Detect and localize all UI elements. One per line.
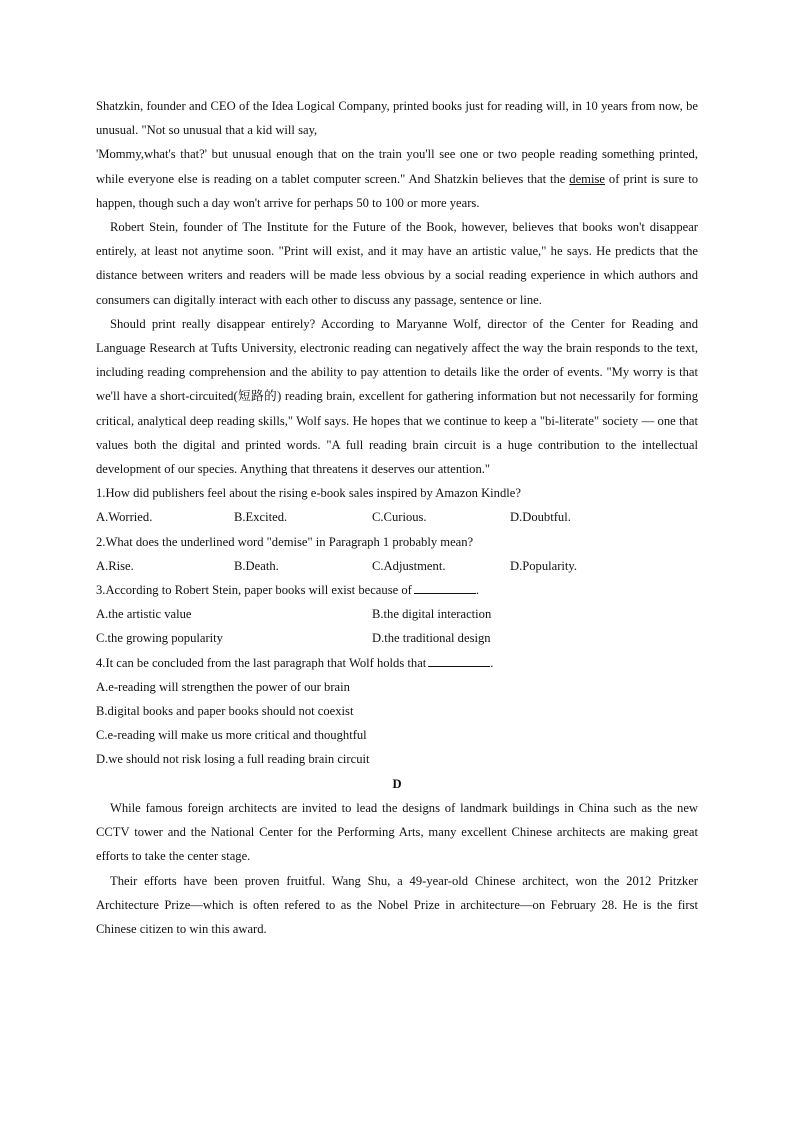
question-2-stem: 2.What does the underlined word "demise" in Paragraph 1 probably mean? <box>96 534 474 549</box>
option-c: C.the growing popularity <box>96 631 223 646</box>
question-4: 4.It can be concluded from the last paragraph that Wolf holds that . <box>96 655 494 670</box>
option-d: D.Popularity. <box>510 558 578 573</box>
option-b: B.the digital interaction <box>372 607 492 622</box>
option-d: D.Doubtful. <box>510 510 571 525</box>
answer-blank <box>414 581 476 594</box>
question-4-stem: 4.It can be concluded from the last paragraph that Wolf holds that <box>96 655 427 670</box>
option-b: B.Death. <box>234 558 279 573</box>
question-3-options-row-2 <box>96 626 698 650</box>
question-3: 3.According to Robert Stein, paper books will exist because of . <box>96 583 479 598</box>
document-page <box>96 94 698 941</box>
option-a: A.e-reading will strengthen the power of our brain <box>96 679 350 694</box>
section-d-paragraph-2: Their efforts have been proven fruitful. Wang Shu, a 49-year-old Chinese architect, won the 2012 Pritzker Architecture Prize—which is often refered to as the Nobel Prize in architecture—on February 28. He is the first Chinese citizen to win this award. <box>96 873 698 936</box>
paragraph-1-text-end: of print is sure to happen, though such a day won't arrive for perhaps 50 to 100 or more years. <box>96 171 698 210</box>
paragraph-1-text: 'Mommy,what's that?' but unusual enough that on the train you'll see one or two people reading something printed, while everyone else is reading on a tablet computer screen." And Shatzkin believes that the <box>96 147 698 186</box>
option-b: B.Excited. <box>234 510 288 525</box>
paragraph-3: Should print really disappear entirely? According to Maryanne Wolf, director of the Center for Reading and Language Research at Tufts University, electronic reading can negatively affect the way the brain responds to the text, including reading comprehension and the ability to pay attention to details like the order of events. "My worry is that we'll have a short-circuited(短路的) reading brain, excellent for gathering information but not necessarily for forming critical, analytical deep reading skills," Wolf says. He hopes that we continue to keep a "bi-literate" society — one that values both the digital and printed words. "A full reading brain circuit is a huge contribution to the intellectual development of our species. Anything that threatens it deserves our attention." <box>96 316 698 477</box>
section-heading: D <box>392 776 402 791</box>
question-2-options <box>96 554 698 578</box>
underlined-word-demise: demise <box>569 171 605 186</box>
section-d-paragraph-1: While famous foreign architects are invited to lead the designs of landmark buildings in China such as the new CCTV tower and the National Center for the Performing Arts, many excellent Chinese architects are making great efforts to take the center stage. <box>96 800 698 864</box>
question-1-options <box>96 505 698 529</box>
option-b: B.digital books and paper books should not coexist <box>96 704 354 719</box>
option-d: D.we should not risk losing a full reading brain circuit <box>96 752 370 767</box>
option-c: C.e-reading will make us more critical and thoughtful <box>96 728 367 743</box>
question-3-stem: 3.According to Robert Stein, paper books will exist because of <box>96 583 412 598</box>
option-a: A.Rise. <box>96 558 134 573</box>
option-d: D.the traditional design <box>372 631 491 646</box>
option-a: A.the artistic value <box>96 607 192 622</box>
answer-blank <box>428 654 490 667</box>
paragraph-2: Robert Stein, founder of The Institute for the Future of the Book, however, believes that books won't disappear entirely, at least not anytime soon. "Print will exist, and it may have an artistic value," he says. He predicts that the distance between writers and readers will be made less obvious by a social reading experience in which authors and consumers can digitally interact with each other to discuss any passage, sentence or line. <box>96 220 698 307</box>
paragraph-1 <box>96 94 698 215</box>
option-c: C.Adjustment. <box>372 558 446 573</box>
question-1-stem: 1.How did publishers feel about the rising e-book sales inspired by Amazon Kindle? <box>96 486 521 501</box>
option-a: A.Worried. <box>96 510 153 525</box>
paragraph-1-line-1: Shatzkin, founder and CEO of the Idea Logical Company, printed books just for reading will, in 10 years from now, be unusual. "Not so unusual that a kid will say, <box>96 99 698 138</box>
question-3-options-row-1 <box>96 602 698 626</box>
option-c: C.Curious. <box>372 510 427 525</box>
